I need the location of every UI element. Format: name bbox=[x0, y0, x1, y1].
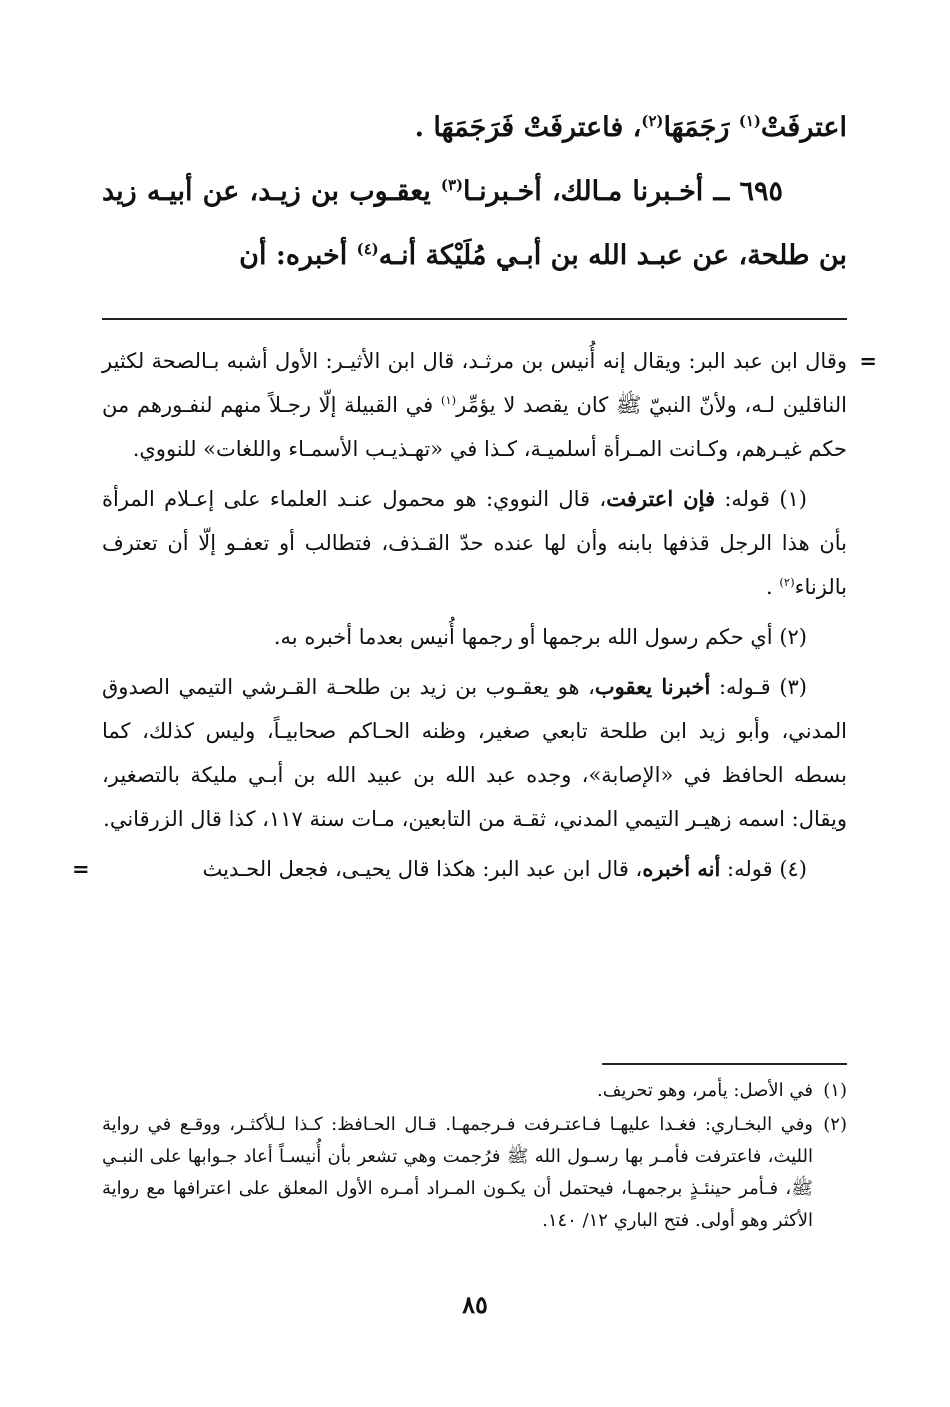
footnote-number: (١) bbox=[823, 1080, 847, 1101]
note-label: قوله: bbox=[720, 857, 780, 881]
footnote-item bbox=[102, 1075, 847, 1107]
commentary-note-2 bbox=[102, 615, 847, 659]
note-lemma: فإن اعترفت bbox=[606, 486, 715, 511]
note-label: قـوله: bbox=[710, 675, 780, 699]
commentary-note-1 bbox=[102, 477, 847, 609]
hadith-text-segment: ٦٩٥ ــ أخـبرنا مـالك، أخـبرنـا bbox=[462, 176, 784, 207]
main-line-1 bbox=[102, 96, 847, 160]
footnote-ref: (١) bbox=[440, 393, 457, 407]
note-lemma: أنه أخبره bbox=[642, 856, 721, 881]
note-number: (٣) bbox=[779, 675, 807, 699]
commentary-note-3 bbox=[102, 665, 847, 841]
footnote-text: في الأصل: يأمر، وهو تحريف. bbox=[596, 1080, 813, 1101]
footnotes-section bbox=[102, 1075, 847, 1239]
commentary-continued-paragraph bbox=[102, 339, 877, 471]
footnote-ref: (٢) bbox=[641, 112, 664, 130]
hadith-text-segment: أخبره: أن bbox=[239, 240, 357, 271]
footnote-ref: (١) bbox=[738, 112, 761, 130]
continuation-mark: = bbox=[859, 348, 877, 373]
note-text: . bbox=[766, 575, 780, 599]
footnote-ref: (٤) bbox=[356, 240, 379, 258]
note-label: قوله: bbox=[715, 487, 780, 511]
continuation-mark: = bbox=[72, 856, 90, 881]
commentary-section bbox=[72, 339, 877, 897]
hadith-695 bbox=[102, 160, 847, 288]
note-text: ، قال ابن عبد البر: هكذا قال يحيـى، فجعل الحـديث bbox=[202, 857, 643, 881]
note-number: (٢) bbox=[779, 625, 807, 649]
hadith-text-segment: يعقـوب بن زيـد، عن أبيـه زيد بن طلحة، عن عبـد الله بن أبـي مُلَيْكة أنـه bbox=[102, 176, 847, 271]
note-text: ، هو يعقـوب بن زيد بن طلحـة القـرشي التيمي الصدوق المدني، وأبو زيد ابن طلحة تابعي صغير، وظنه الحـاكم صحابيـاً، وليس كذلك، كما بسطه الحافظ في «الإصابة»، وجده عبد الله بن عبيد الله بن أبـي مليكة بالتصغير، ويقال: اسمه زهيـر التيمي المدني، ثقـة من التابعين، مـات سنة ١١٧، كذا قال الزرقاني. bbox=[102, 675, 847, 831]
commentary-text-segment: في القبيلة إلّا رجـلاً منهم لنفـورهم من حكم غيـرهم، وكـانت المـرأة أسلميـة، كـذا في «تهـذيـب الأسمـاء واللغات» للنووي. bbox=[102, 393, 847, 461]
main-separator-rule bbox=[102, 318, 847, 320]
commentary-note-4 bbox=[72, 847, 847, 891]
note-text: أي حكم رسول الله برجمها أو رجمها أُنيس بعدما أخبره به. bbox=[273, 625, 780, 649]
footnote-ref: (٣) bbox=[440, 176, 463, 194]
footnote-separator-rule bbox=[602, 1063, 847, 1065]
main-text-segment: اعترفَتْ bbox=[760, 112, 847, 143]
main-text-segment: ، فاعترفَتْ فَرَجَمَهَا . bbox=[414, 112, 642, 143]
note-number: (١) bbox=[779, 487, 807, 511]
note-text: ، قال النووي: هو محمول عنـد العلماء على إعـلام المرأة بأن هذا الرجل قذفها بابنه وأن لها عنده حدّ القـذف، فتطالب أو تعفـو إلّا أن تعترف بالزناء bbox=[102, 487, 847, 599]
footnote-number: (٢) bbox=[823, 1114, 847, 1135]
note-number: (٤) bbox=[779, 857, 807, 881]
footnote-ref: (٢) bbox=[779, 575, 795, 589]
main-text-segment: رَجَمَهَا bbox=[663, 112, 739, 143]
footnote-item bbox=[102, 1109, 847, 1237]
page-number: ٨٥ bbox=[462, 1290, 488, 1319]
note-lemma: أخبرنا يعقوب bbox=[594, 674, 711, 699]
commentary-text-segment: وقال ابن عبد البر: ويقال إنه أُنيس بن مرثـد، قال ابن الأثيـر: الأول أشبه بـالصحة لكثير الناقلين لـه، ولأنّ النبيّ ﷺ كان يقصد لا يؤمِّر bbox=[102, 349, 847, 417]
footnote-text: وفي البخـاري: فغـدا عليهـا فـاعتـرفت فـرجمهـا. قـال الحـافظ: كـذا لـلأكثـر، ووقـع في رواية الليث، فاعترفت فأمـر بها رسـول الله ﷺ فرُجمت وهي تشعر بأن أُنيسـاً أعاد جـوابها على النبـي ﷺ، فـأمر حينئـذٍ برجمهـا، فيحتمل أن يكـون المـراد أمـره الأول المعلق على اعترافها مع رواية الأكثر وهو أولى. فتح الباري ١٢/ ١٤٠. bbox=[102, 1114, 813, 1231]
main-text bbox=[102, 96, 847, 288]
